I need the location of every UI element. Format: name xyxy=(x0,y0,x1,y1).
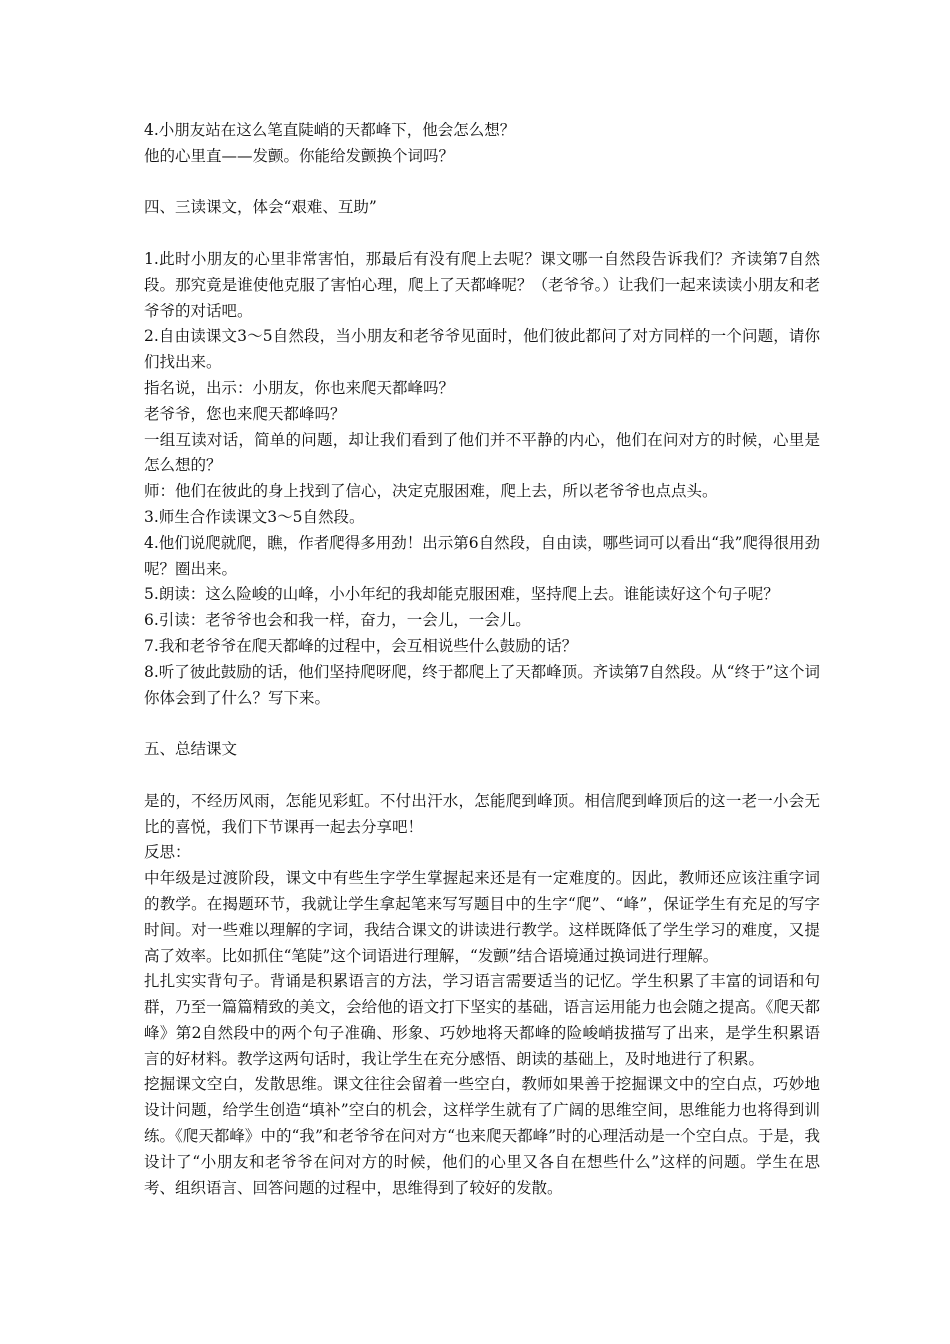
paragraph-spacer xyxy=(144,221,820,247)
reflection-label: 反思： xyxy=(144,843,191,862)
paragraph: 他的心里直——发颤。你能给发颤换个词吗？ xyxy=(144,146,455,165)
paragraph: 4.小朋友站在这么笔直陡峭的天都峰下，他会怎么想？ xyxy=(144,121,516,139)
paragraph-spacer xyxy=(144,170,820,196)
section-heading-4: 四、三读课文，体会“艰难、互助” xyxy=(144,198,377,217)
paragraph: 4.他们说爬就爬，瞧，作者爬得多用劲！出示第6自然段，自由读，哪些词可以看出“我”爬得很用劲呢？圈出来。 xyxy=(144,533,821,578)
paragraph: 7.我和老爷爷在爬天都峰的过程中，会互相说些什么鼓励的话？ xyxy=(144,636,578,655)
section-heading-5: 五、总结课文 xyxy=(144,740,238,759)
paragraph: 一组互读对话，简单的问题，却让我们看到了他们并不平静的内心，他们在问对方的时候，心里是怎么想的？ xyxy=(144,430,820,475)
paragraph: 6.引读：老爷爷也会和我一样，奋力，一会儿，一会儿。 xyxy=(144,611,531,630)
paragraph: 扎扎实实背句子。背诵是积累语言的方法，学习语言需要适当的记忆。学生积累了丰富的词语和句群，乃至一篇篇精致的美文，会给他的语文打下坚实的基础，语言运用能力也会随之提高。《爬天都峰》第2自然段中的两个句子准确、形象、巧妙地将天都峰的险峻峭拔描写了出来，是学生积累语言的好材料。教学这两句话时，我让学生在充分感悟、朗读的基础上，及时地进行了积累。 xyxy=(144,972,820,1068)
paragraph: 师：他们在彼此的身上找到了信心，决定克服困难，爬上去，所以老爷爷也点点头。 xyxy=(144,482,718,501)
paragraph: 2.自由读课文3～5自然段，当小朋友和老爷爷见面时，他们彼此都问了对方同样的一个问题，请你们找出来。 xyxy=(144,327,820,372)
paragraph: 是的，不经历风雨，怎能见彩虹。不付出汗水，怎能爬到峰顶。相信爬到峰顶后的这一老一小会无比的喜悦，我们下节课再一起去分享吧！ xyxy=(144,791,820,836)
paragraph: 中年级是过渡阶段，课文中有些生字学生掌握起来还是有一定难度的。因此，教师还应该注重字词的教学。在揭题环节，我就让学生拿起笔来写写题目中的生字“爬”、“峰”，保证学生有充足的写字时间。对一些难以理解的字词，我结合课文的讲读进行教学。这样既降低了学生学习的难度，又提高了效率。比如抓住“笔陡”这个词语进行理解，“发颤”结合语境通过换词进行理解。 xyxy=(144,869,820,965)
paragraph: 3.师生合作读课文3～5自然段。 xyxy=(144,507,365,526)
paragraph: 指名说，出示：小朋友，你也来爬天都峰吗？ xyxy=(144,378,455,397)
paragraph: 8.听了彼此鼓励的话，他们坚持爬呀爬，终于都爬上了天都峰顶。齐读第7自然段。从“终于”这个词你体会到了什么？写下来。 xyxy=(144,662,821,707)
paragraph: 1.此时小朋友的心里非常害怕，那最后有没有爬上去呢？课文哪一自然段告诉我们？齐读第7自然段。那究竟是谁使他克服了害怕心理，爬上了天都峰呢？（老爷爷。）让我们一起来读读小朋友和老爷爷的对话吧。 xyxy=(144,249,820,320)
document-page xyxy=(144,118,820,1201)
paragraph: 老爷爷，您也来爬天都峰吗？ xyxy=(144,404,346,423)
paragraph-spacer xyxy=(144,711,820,737)
paragraph: 5.朗读：这么险峻的山峰，小小年纪的我却能克服困难，坚持爬上去。谁能读好这个句子呢？ xyxy=(144,585,779,604)
paragraph-spacer xyxy=(144,763,820,789)
paragraph: 挖掘课文空白，发散思维。课文往往会留着一些空白，教师如果善于挖掘课文中的空白点，巧妙地设计问题，给学生创造“填补”空白的机会，这样学生就有了广阔的思维空间，思维能力也将得到训练。《爬天都峰》中的“我”和老爷爷在问对方“也来爬天都峰”时的心理活动是一个空白点。于是，我设计了“小朋友和老爷爷在问对方的时候，他们的心里又各自在想些什么”这样的问题。学生在思考、组织语言、回答问题的过程中，思维得到了较好的发散。 xyxy=(144,1075,820,1197)
